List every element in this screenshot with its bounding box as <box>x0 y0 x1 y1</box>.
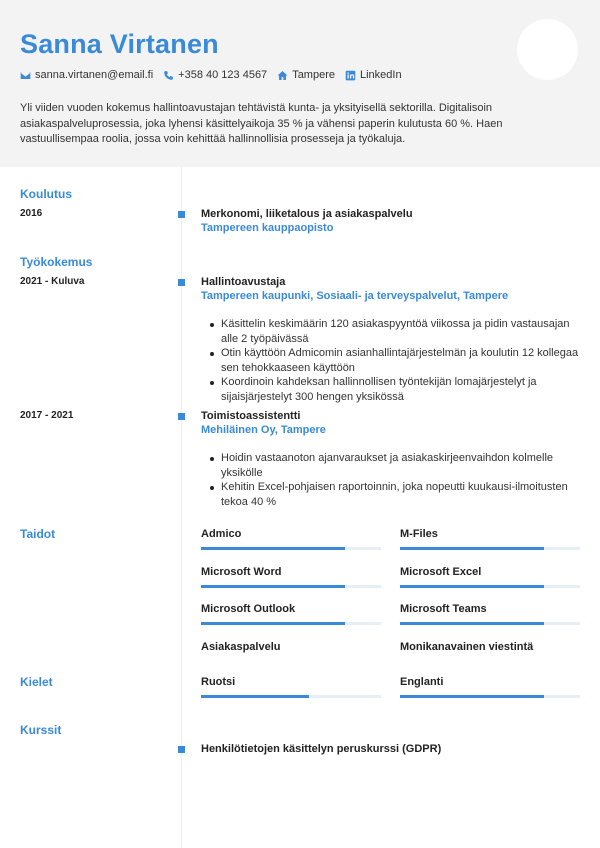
contact-email-text: sanna.virtanen@email.fi <box>35 69 154 81</box>
education-degree: Merkonomi, liiketalous ja asiakaspalvelu <box>201 208 413 220</box>
timeline-marker <box>178 211 185 218</box>
home-icon <box>277 70 288 81</box>
skill-item <box>201 640 381 654</box>
profile-photo-placeholder <box>517 19 578 80</box>
linkedin-icon <box>345 70 356 81</box>
resume-header <box>0 0 600 167</box>
section-title-languages: Kielet <box>20 675 53 689</box>
language-level-fill <box>201 695 309 698</box>
contact-location-text: Tampere <box>292 69 335 81</box>
skill-level-track <box>400 547 580 550</box>
language-name: Englanti <box>400 676 444 688</box>
skill-item <box>201 527 381 550</box>
skill-name: Microsoft Outlook <box>201 603 296 615</box>
skill-name: M-Files <box>400 528 438 540</box>
skill-item <box>400 565 580 588</box>
skill-name: Microsoft Excel <box>400 566 482 578</box>
skill-item <box>201 602 381 625</box>
job-date: 2017 - 2021 <box>20 410 74 421</box>
skill-level-fill <box>201 622 345 625</box>
contact-email[interactable] <box>20 69 153 81</box>
job-title: Hallintoavustaja <box>201 276 286 288</box>
job-employer: Tampereen kaupunki, Sosiaali- ja terveyspalvelut, Tampere <box>201 290 509 302</box>
skill-level-fill <box>400 622 544 625</box>
skill-name: Microsoft Word <box>201 566 282 578</box>
skill-name: Monikanavainen viestintä <box>400 641 534 653</box>
skill-item <box>400 602 580 625</box>
candidate-name: Sanna Virtanen <box>20 29 219 59</box>
timeline-marker <box>178 279 185 286</box>
list-item: Kehitin Excel-pohjaisen raportoinnin, joka nopeutti kuukausi-ilmoitusten tekoa 40 % <box>208 480 583 509</box>
job-achievements <box>208 451 583 509</box>
job-date: 2021 - Kuluva <box>20 276 85 287</box>
contact-linkedin-text: LinkedIn <box>359 69 402 81</box>
section-title-skills: Taidot <box>20 527 56 541</box>
list-item: Otin käyttöön Admicomin asianhallintajärjestelmän ja koulutin 12 kollegaa sen tehokkaaseen käyttöön <box>208 346 583 375</box>
envelope-icon <box>20 70 31 81</box>
contact-phone-text: +358 40 123 4567 <box>178 69 268 81</box>
skill-item <box>400 527 580 550</box>
skill-level-track <box>201 585 381 588</box>
skill-level-track <box>201 622 381 625</box>
skill-name: Admico <box>201 528 242 540</box>
skill-name: Microsoft Teams <box>400 603 487 615</box>
skill-item <box>400 640 580 654</box>
language-item <box>400 675 580 698</box>
skill-name: Asiakaspalvelu <box>201 641 281 653</box>
skill-level-track <box>201 547 381 550</box>
language-name: Ruotsi <box>201 676 236 688</box>
contact-phone[interactable] <box>163 69 267 81</box>
profile-summary: Yli viiden vuoden kokemus hallintoavustajan tehtävistä kunta- ja yksityisellä sektorilla. Digitalisoin asiakaspalveluprosessia, joka lyhensi käsittelyaikoja 35 % ja vähensi paperin kulutusta 60 %. Haen vastuullisempaa roolia, jossa voin kehittää hallinnollisia prosesseja ja työkaluja. <box>20 102 503 145</box>
language-level-track <box>201 695 381 698</box>
contact-linkedin[interactable] <box>345 69 402 81</box>
education-date: 2016 <box>20 208 43 219</box>
skill-level-fill <box>400 585 544 588</box>
skill-level-fill <box>201 585 345 588</box>
skill-level-fill <box>400 547 544 550</box>
list-item: Koordinoin kahdeksan hallinnollisen työntekijän lomajärjestelyt ja sijaisjärjestelyt 300 hengen yksikössä <box>208 375 583 404</box>
language-level-track <box>400 695 580 698</box>
contact-location <box>277 69 335 81</box>
language-level-fill <box>400 695 544 698</box>
skill-item <box>201 565 381 588</box>
language-item <box>201 675 381 698</box>
contact-list <box>20 69 412 81</box>
section-title-education: Koulutus <box>20 187 72 201</box>
job-employer: Mehiläinen Oy, Tampere <box>201 424 326 436</box>
timeline-marker <box>178 746 185 753</box>
section-title-courses: Kurssit <box>20 723 62 737</box>
job-title: Toimistoassistentti <box>201 410 301 422</box>
education-school: Tampereen kauppaopisto <box>201 222 334 234</box>
course-title: Henkilötietojen käsittelyn peruskurssi (GDPR) <box>201 743 442 755</box>
list-item: Hoidin vastaanoton ajanvaraukset ja asiakaskirjeenvaihdon kolmelle yksikölle <box>208 451 583 480</box>
skill-level-track <box>400 585 580 588</box>
phone-icon <box>163 70 174 81</box>
timeline-marker <box>178 413 185 420</box>
section-title-experience: Työkokemus <box>20 255 93 269</box>
skill-level-track <box>400 622 580 625</box>
list-item: Käsittelin keskimäärin 120 asiakaspyyntöä viikossa ja pidin vastausajan alle 2 työpäivässä <box>208 317 583 346</box>
skill-level-fill <box>201 547 345 550</box>
job-achievements <box>208 317 583 404</box>
